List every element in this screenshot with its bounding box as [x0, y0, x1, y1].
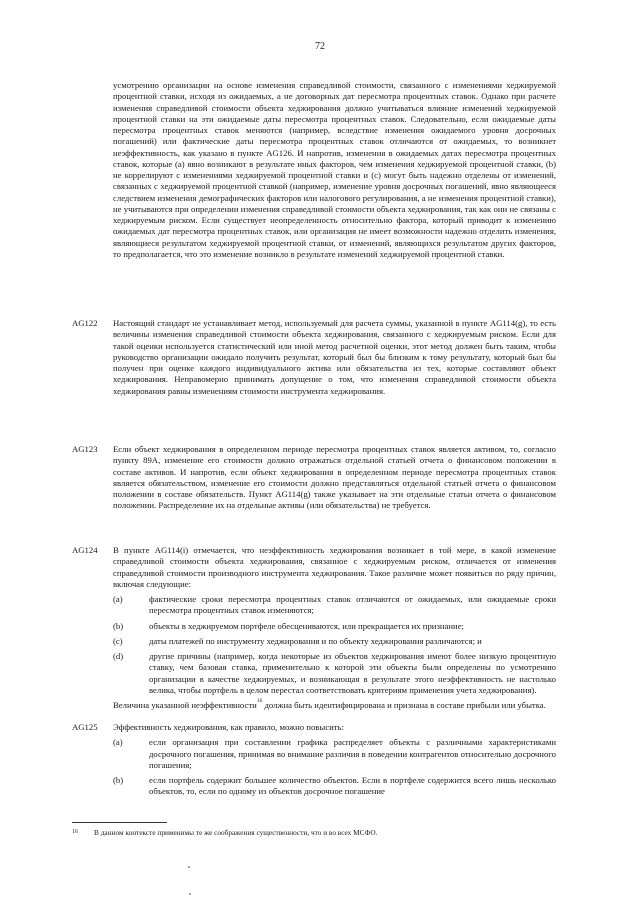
list-item-marker: (b) [113, 620, 124, 631]
footnote-text: В данном контексте применимы те же соображения существенности, что и во всех МСФО. [94, 828, 378, 837]
footnote-separator [72, 822, 167, 823]
list-item-text: фактические сроки пересмотра процентных ставок отличаются от ожидаемых, или ожидаемые сроки пересмотра процентных ставок изменяются; [149, 594, 556, 616]
paragraph-number: AG122 [72, 318, 98, 328]
list-item-marker: (b) [113, 775, 124, 785]
list-item-text: даты платежей по инструменту хеджирования и по объекту хеджирования различаются; и [149, 635, 482, 646]
paragraph-body [113, 545, 556, 711]
paragraph-text: Эффективность хеджирования, как правило, можно повысить: [113, 722, 344, 732]
footnote-marker: 16 [72, 829, 78, 835]
list-item-text: если портфель содержит большее количество объектов. Если в портфеле содержится всего лишь несколько объектов, то, если по одному из объектов досрочное погашение [149, 775, 556, 797]
list-item-marker: (d) [113, 651, 124, 661]
list-item [113, 594, 556, 617]
ineffectiveness-sentence [113, 700, 556, 711]
paragraph-ag125 [72, 722, 556, 802]
list-item-text: если организация при составлении графика распределяет объекты с различными характеристиками досрочного погашения, принимая во внимание различия в поведении контрагентов относительно досрочного погашения; [149, 737, 556, 770]
scan-speck [189, 893, 191, 895]
paragraph-number: AG124 [72, 545, 98, 555]
paragraph-number: AG123 [72, 444, 98, 454]
paragraph-ag124 [72, 545, 556, 711]
paragraph-body [113, 722, 556, 798]
footnote [72, 828, 556, 837]
scan-speck [188, 866, 190, 868]
list-item [113, 651, 556, 696]
list-item [113, 636, 556, 647]
sentence-start: Величина указанной неэффективности [113, 700, 257, 710]
sentence-end: должна быть идентифицирована и признана в составе прибыли или убытка. [262, 700, 546, 710]
paragraph-ag122 [72, 318, 556, 397]
page-number: 72 [315, 41, 325, 52]
list-item [113, 775, 556, 798]
list-item-text: объекты в хеджируемом портфеле обесцениваются, или прекращается их признание; [149, 620, 464, 631]
paragraph-text: В пункте AG114(i) отмечается, что неэффективность хеджирования возникает в той мере, в какой изменение справедливой стоимости объекта хеджирования, связанное с хеджируемым риском, отличается от изменения справедливой стоимости производного инструмента хеджирования. Такое различие может появиться по ряду причин, включая следующие: [113, 545, 556, 589]
list-item [113, 621, 556, 632]
paragraph-body: Настоящий стандарт не устанавливает метод, используемый для расчета суммы, указанной в пункте AG114(g), то есть величины изменения справедливой стоимости объекта хеджирования, связанного с хеджируемым риском. Если для такой оценки используется статистический или иной метод расчетной оценки, этот метод должен быть таким, чтобы руководство организации ожидало получить результат, который был бы близким к тому результату, который был бы получен при оценке каждого индивидуального актива или обязательства из тех, которые составляют объект хеджирования. Неправомерно принимать допущение о том, что изменения справедливой стоимости объекта хеджирования равны изменениям стоимости инструмента хеджирования. [113, 318, 556, 396]
paragraph-body: Если объект хеджирования в определенном периоде пересмотра процентных ставок является активом, то, согласно пункту 89А, изменение его стоимости должно отражаться отдельной статьей отчета о финансовом положении в составе активов. И напротив, если объект хеджирования в определенном периоде пересмотра процентных ставок является обязательством, изменение его стоимости должно представляться отдельной статьей отчета о финансовом положении в составе обязательств. Пункт AG114(g) также указывает на эти отдельные статьи отчета о финансовом положении. Распределение их на отдельные активы (или обязательства) не требуется. [113, 444, 556, 511]
list-item-marker: (a) [113, 594, 123, 604]
list-item [113, 737, 556, 771]
paragraph-ag123 [72, 444, 556, 512]
improvement-list [113, 737, 556, 797]
list-item-marker: (a) [113, 737, 123, 748]
list-item-marker: (c) [113, 635, 123, 646]
footnote-reference[interactable]: 16 [256, 698, 263, 704]
intro-paragraph-continuation: усмотрению организации на основе изменения справедливой стоимости, связанного с изменениями хеджируемой процентной ставки, исходя из ожидаемых, а не договорных дат пересмотра процентных ставок. Однако при расчете изменения справедливой стоимости объекта хеджирования должно учитываться влияние изменений хеджируемой процентной ставки на эти ожидаемые даты пересмотра процентных ставок. Следовательно, если ожидаемые даты пересмотра процентных ставок меняются (например, вследствие изменения ожидаемого уровня досрочных погашений) или фактические даты пересмотра процентных ставок отличаются от ожидаемых, то возникнет неэффективность, как указано в пункте AG126. И напротив, изменения в ожидаемых датах пересмотра процентных ставок, которые (а) явно возникают в результате иных факторов, чем изменения хеджируемой процентной ставки, (b) не коррелируют с изменениями хеджируемой процентной ставки и (с) могут быть надежно отделены от изменений, связанных с хеджируемой процентной ставкой (например, изменение уровня досрочных погашений, явно являющееся следствием изменения демографических факторов или налогового регулирования, а не изменения процентной ставки), не учитываются при определении изменения справедливой стоимости объекта хеджирования, так как они не связаны с хеджируемым риском. Если существует неопределенность относительно фактора, который приводит к изменению ожидаемых дат пересмотра процентных ставок, или организация не имеет возможности надежно отделить изменения, являющиеся результатом хеджируемой процентной ставки, от изменений, являющихся результатом других факторов, то предполагается, что это изменение возникло в результате изменений хеджируемой процентной ставки. [113, 80, 556, 259]
paragraph-number: AG125 [72, 722, 98, 732]
list-item-text: другие причины (например, когда некоторые из объектов хеджирования имеют более низкую процентную ставку, чем базовая ставка, применительно к которой эти объекты были определены по усмотрению организации в качестве хеджируемых, и возникающая в результате этого неэффективность не настолько велика, чтобы портфель в целом перестал соответствовать критериям применения учета хеджирования). [149, 651, 556, 695]
reasons-list [113, 594, 556, 696]
